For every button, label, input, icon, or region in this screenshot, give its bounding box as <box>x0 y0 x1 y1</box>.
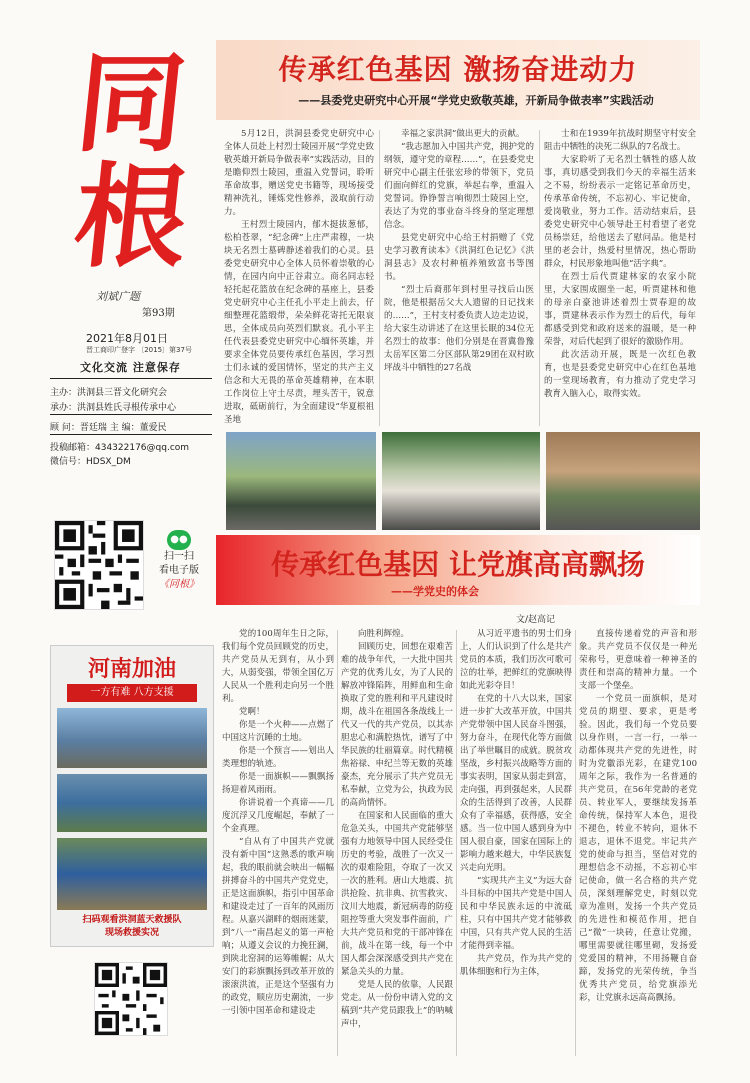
paragraph: 党啊！ <box>239 707 265 717</box>
paragraph: 党的100周年生日之际，我们每个党员回顾党的历史，共产党员从无到有，从小到大，从弱变强，带领全国亿万人民从一个胜利走向另一个胜利。 <box>222 629 334 704</box>
paragraph: “烈士后裔那年到村里寻找后山医院，他是根据岳父大人遗留的日记找来的……”，王村支村委负责人边走边说，给大家生动讲述了在这里长眠的34位无名烈士的故事：他们分别是在晋冀鲁豫太岳军区第二分区部队第29团在双村欧坪战斗中牺牲的27名战 <box>384 285 534 373</box>
wechat-promo <box>150 530 208 590</box>
paragraph: 王村烈士陵园内，郁木挺拔葱郁，松柏苍翠，“纪念碑”上庄严肃穆，一块块无名烈士墓碑静述着我们的心灵。县委党史研究中心全体人员怀着崇敬的心情，在园内向中正谷肃立。商名同志轻轻托起花篮放在纪念碑的基座上，县委党史研究中心主任孔小平走上前去，仔细整理花篮缎带，朵朵鲜花寄托无限哀思，全体成员向英烈们默哀。孔小平主任代表县委党史研究中心缅怀英雄，并要求全体党员要传承红色基因，学习烈士们永诚的爱国情怀，坚定的共产主义信念和大无畏的革命英雄精神，在本职工作岗位上守土尽责，埋头苦干，锐意进取，砥砺前行，为全面建设“华夏根祖圣地 <box>224 220 374 425</box>
column-divider <box>539 130 540 426</box>
issue-date: 2021年8月01日 <box>86 332 168 345</box>
paragraph: 此次活动开展，既是一次红色教育，也是县委党史研究中心在红色基地的一堂现场教育，有力推动了党史学习教育入脑入心，取得实效。 <box>544 350 696 399</box>
paragraph: 你是一面旗帜——飘飘扬扬迎着风雨雨。 <box>222 772 334 795</box>
paragraph: 在烈士后代贾建林家的农家小院里，大家围成圈坐一起，听贾建林和他的母亲白豪池讲述着烈士贾春迎的故事，贾建林表示作为烈士的后代，每年都感受到党和政府送来的温暖，是一种荣誉，对后代起到了很好的激励作用。 <box>544 272 696 347</box>
paragraph: 在党的十八大以来，国家进一步扩大改革开放，中国共产党带领中国人民奋斗图强，努力奋斗，在现代化等方面做出了举世瞩目的成就。脱贫攻坚战，乡村振兴战略等方面的事实表明，国家从弱走到富，走向强，再到强起来，人民群众的生活得到了改善，人民群众有了幸福感，获得感，安全感。当一位中国人感到身为中国人很自豪，国家在国际上的影响力越来越大，中华民族复兴走向光明。 <box>460 694 572 873</box>
article1-column-1 <box>224 128 374 428</box>
article2-banner <box>216 535 700 605</box>
qr-code-icon[interactable] <box>94 962 168 1036</box>
article2-column-2 <box>341 628 453 1058</box>
column-divider <box>456 630 457 1056</box>
henan-caption <box>51 914 213 940</box>
paragraph: 幸福之家洪洞”做出更大的贡献。 <box>401 129 525 139</box>
paragraph: 大家聆听了无名烈士牺牲的感人故事，真切感受到我们今天的幸福生活来之不易，纷纷表示一定铭记革命历史，传承革命传统，不忘初心、牢记使命，爱岗敬业，努力工作。活动结束后，县委党史研究中心领导赴王村看望了老党员杨崇廷，给他送去了慰问品。他是村里的老会计，热爱村里情况，热心帮助群众，村民形象地叫他“活字典”。 <box>544 155 696 269</box>
paragraph: 向胜利辉煌。 <box>358 629 410 639</box>
masthead-char-tong: 同 <box>70 41 192 167</box>
calligrapher-signature: 刘斌广题 <box>96 290 140 303</box>
paragraph: 党是人民的依靠，人民跟党走。从一份份申请入党的文稿到“共产党员跟我上”的呐喊声中， <box>341 980 453 1029</box>
column-divider <box>575 630 576 1056</box>
paragraph: 直接传递着党的声音和形象。共产党员不仅仅是一种光荣称号，更意味着一种神圣的责任和崇高的精神力量。一个支部一个堡垒。 <box>579 629 697 691</box>
henan-support-panel <box>50 645 214 947</box>
qr-code-graphic <box>95 963 167 1035</box>
event-photo <box>546 432 700 530</box>
henan-caption-line: 现场救援实况 <box>104 928 159 938</box>
divider <box>50 414 212 415</box>
article1-banner <box>216 40 700 120</box>
rescue-photo <box>57 708 207 768</box>
main-content <box>216 40 700 1060</box>
article1-column-2 <box>384 128 534 428</box>
article2-column-4 <box>579 628 697 1058</box>
column-divider <box>337 630 338 1056</box>
slogan: 文化交流 注意保存 <box>80 361 181 374</box>
article2-column-1 <box>222 628 334 1058</box>
article2-author: 文/赵高记 <box>516 615 556 625</box>
registration-number: 晋工商印广登字 〔2015〕第37号 <box>86 346 192 354</box>
event-photo <box>382 432 540 530</box>
paragraph: 县党史研究中心给王村捐赠了《党史学习教育读本》《洪洞红色记忆》《洪洞县志》及农村种植养殖致富书等图书。 <box>384 233 534 282</box>
article1-headline: 传承红色基因 激扬奋进动力 <box>278 53 638 86</box>
paragraph: “我志愿加入中国共产党，拥护党的纲领，遵守党的章程……”，在县委党史研究中心副主任张宏珍的带领下，党员们面向鲜红的党旗，举起右拳，重温入党誓词。铮铮誓言响彻烈士陵园上空，表达了为党的事业奋斗终身的坚定理想信念。 <box>384 142 534 230</box>
henan-title: 河南加油 <box>87 657 176 682</box>
masthead-char-gen: 根 <box>68 152 194 283</box>
paragraph: 在国家和人民面临的重大危急关头，中国共产党能够坚强有力地领导中国人民经受住历史的考验，战胜了一次又一次的艰难险阻，夺取了一次又一次的胜利。唐山大地震、抗洪抢险、抗非典、抗雪救灾、汶川大地震，新冠病毒的防疫阻控等重大突发事件面前，广大共产党员和党的干部冲锋在前，战斗在第一线，每一个中国人都会深深感受到共产党在紧急关头的力量。 <box>341 811 453 977</box>
article1-subheadline: ——县委党史研究中心开展“学党史致敬英雄，开新局争做表率”实践活动 <box>298 94 654 107</box>
paragraph: 你是一个预言——划出人类理想的轨迹。 <box>222 746 334 769</box>
paragraph: 你是一个火种——点燃了中国这片沉睡的土地。 <box>222 720 334 743</box>
paragraph: “实现共产主义”为远大奋斗目标的中国共产党是中国人民和中华民族永远的中流砥柱，只有中国共产党才能够救中国，只有共产党人民的生活才能得到幸福。 <box>460 876 572 951</box>
wechat-icon: ●● <box>167 530 191 550</box>
paragraph: 5月12日，洪洞县委党史研究中心全体人员赴上村烈士陵园开展“学党史致敬英雄开新局争做表率”实践活动，目的是瞻仰烈士陵园，重温入党誓词，聆听革命故事，赠送党史书籍等，现场接受精神洗礼，锤炼党性修养，汲取前行动力。 <box>224 129 374 217</box>
article2-column-3 <box>460 628 572 1058</box>
advisors-line: 顾 问：晋廷瑞 主 编：董爱民 <box>50 423 167 433</box>
paragraph: 回顾历史，回想在艰难苦难的战争年代，一大批中国共产党的优秀儿女，为了人民的解放冲锋陷阵，用鲜血和生命换取了党的胜利和平凡建设时期，战斗在祖国各条战线上一代又一代的共产党员，以其赤胆忠心和满腔热忱，谱写了中华民族的壮丽篇章。时代精模焦裕禄、申纪兰等无数的英雄豪杰，充分展示了共产党员无私奉献，立党为公，执政为民的高尚情怀。 <box>341 642 453 808</box>
column-divider <box>379 130 380 426</box>
article2-headline: 传承红色基因 让党旗高高飘扬 <box>271 548 645 581</box>
article1-column-3 <box>544 128 696 428</box>
qr-code-icon[interactable] <box>54 520 144 610</box>
henan-subtitle: 一方有难 八方支援 <box>67 684 197 702</box>
masthead <box>50 40 212 374</box>
paragraph: 一个党员一面旗帜，是对党员的期望、要求，更是考验。因此，我们每一个党员要以身作则，一言一行，一举一动都体现共产党的先进性，时时为党徽添光彩，在建党100周年之际，我作为一名普通的共产党员，在56年党龄的老党员、转业军人，要继续发扬革命传统，保持军人本色，退役不褪色，转业不转向，退休不退志，退休不退党。牢记共产党的使命与担当，坚信对党的理想信念不动摇，不忘初心牢记使命，做一名合格的共产党员，深刻理解党史，时刻以党章为准则，发扬一个共产党员的先进性和模范作用，把自己“微”一块砖，任意让党搬，哪里需要就往哪里砌，发扬爱党爱国的精神，不用扬鞭自奋蹄，发扬党的光荣传统，争当优秀共产党员，给党旗添光彩，让党旗永远高高飘扬。 <box>579 694 697 1003</box>
divider <box>50 378 212 379</box>
wechat-line: 微信号：HDSX_DM <box>50 457 131 467</box>
organizer-line: 承办：洪洞县姓氏寻根传承中心 <box>50 403 177 413</box>
article2-subheadline: ——学党史的体会 <box>391 585 479 598</box>
view-ebook-label: 看电子版 <box>159 565 199 576</box>
sponsor-line: 主办：洪洞县三晋文化研究会 <box>50 388 168 398</box>
henan-caption-line: 扫码观看洪洞蓝天救援队 <box>82 915 182 925</box>
rescue-photo <box>57 774 207 832</box>
qr-code-graphic <box>55 521 143 609</box>
paragraph: 士和在1939年抗战时期坚守村安全阻击中牺牲的决死二纵队的7名战士。 <box>544 129 696 152</box>
email-line: 投稿邮箱：434322176@qq.com <box>50 443 190 453</box>
issue-number: 第93期 <box>142 308 175 319</box>
paragraph: 你讲说着一个真谛——几度沉浮又几度崛起，奉献了一个金真理。 <box>222 798 334 834</box>
divider <box>50 434 212 435</box>
event-photo <box>226 432 376 530</box>
left-sidebar <box>50 40 212 1060</box>
article1-photos <box>226 432 700 532</box>
paragraph: “自从有了中国共产党就没有新中国”这熟悉的歌声响起，我的眼前就会映出一幅幅拼搏奋斗的中国共产党党史，正是这面旗帜，指引中国革命和建设走过了一百年的风雨历程。从嘉兴湖畔的烟雨迷蒙，到“八一”南昌起义的第一声枪响；从遵义会议的力挽狂澜，到陕北窑洞的运筹帷幄；从大安门的彩旗飘扬到改革开放的滚滚洪流，正是这个坚强有力的政党，顺应历史潮流，一步一引领中国革命和建设走 <box>222 837 334 1016</box>
rescue-photo <box>57 838 207 910</box>
paragraph: 共产党员，作为共产党的肌体细胞和行为主体， <box>460 954 572 977</box>
paper-name-label: 《同根》 <box>159 579 199 590</box>
scan-label: 扫一扫 <box>164 551 194 562</box>
paragraph: 从习近平遗书的男士们身上，人们认识到了什么是共产党员的本质，我们历次可歌可泣的壮举，把鲜红的党旗映得如此光彩夺目！ <box>460 629 572 691</box>
